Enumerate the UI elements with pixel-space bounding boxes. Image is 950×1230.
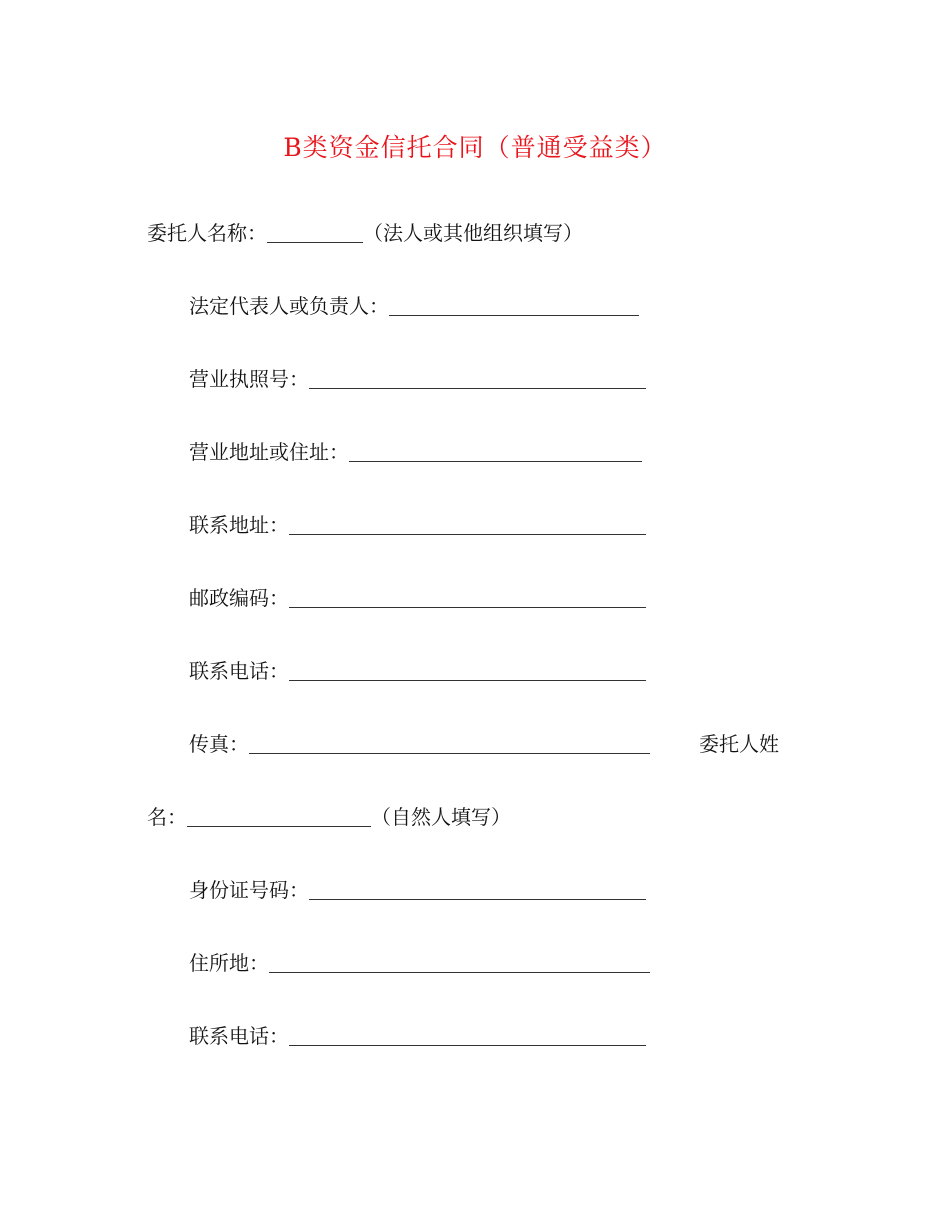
entrustor-name-note: （法人或其他组织填写） [363, 221, 583, 245]
business-address-field[interactable] [349, 441, 642, 462]
id-number-row [189, 876, 646, 904]
residence-label: 住所地： [189, 951, 269, 975]
phone-label: 联系电话： [189, 659, 289, 683]
phone-field[interactable] [289, 660, 646, 681]
fax-label: 传真： [189, 732, 249, 756]
person-name-label-part2: 名： [147, 805, 187, 829]
id-number-label: 身份证号码： [189, 878, 309, 902]
legal-rep-row [189, 292, 639, 320]
business-address-label: 营业地址或住址： [189, 440, 349, 464]
fax-field[interactable] [249, 733, 650, 754]
postal-code-field[interactable] [289, 587, 646, 608]
contact-address-row [189, 511, 646, 539]
contact-address-label: 联系地址： [189, 513, 289, 537]
contact-address-field[interactable] [289, 514, 646, 535]
postal-code-label: 邮政编码： [189, 586, 289, 610]
phone-row [189, 657, 646, 685]
phone2-label: 联系电话： [189, 1024, 289, 1048]
postal-code-row [189, 584, 646, 612]
license-no-field[interactable] [309, 368, 646, 389]
residence-field[interactable] [269, 952, 650, 973]
license-no-row [189, 365, 646, 393]
document-title: B类资金信托合同（普通受益类） [283, 133, 667, 162]
phone2-row [189, 1022, 646, 1050]
entrustor-name-label: 委托人名称： [147, 221, 267, 245]
residence-row [189, 949, 650, 977]
business-address-row [189, 438, 642, 466]
entrustor-name-row [147, 219, 583, 247]
id-number-field[interactable] [309, 879, 646, 900]
legal-rep-field[interactable] [389, 295, 639, 316]
person-name-field[interactable] [187, 806, 371, 827]
entrustor-name-field[interactable] [267, 222, 363, 243]
phone2-field[interactable] [289, 1025, 646, 1046]
person-name-label-part1: 委托人姓 [699, 732, 779, 756]
person-name-note: （自然人填写） [371, 805, 511, 829]
fax-row [189, 730, 650, 758]
license-no-label: 营业执照号： [189, 367, 309, 391]
legal-rep-label: 法定代表人或负责人： [189, 294, 389, 318]
person-name-row [147, 803, 511, 831]
